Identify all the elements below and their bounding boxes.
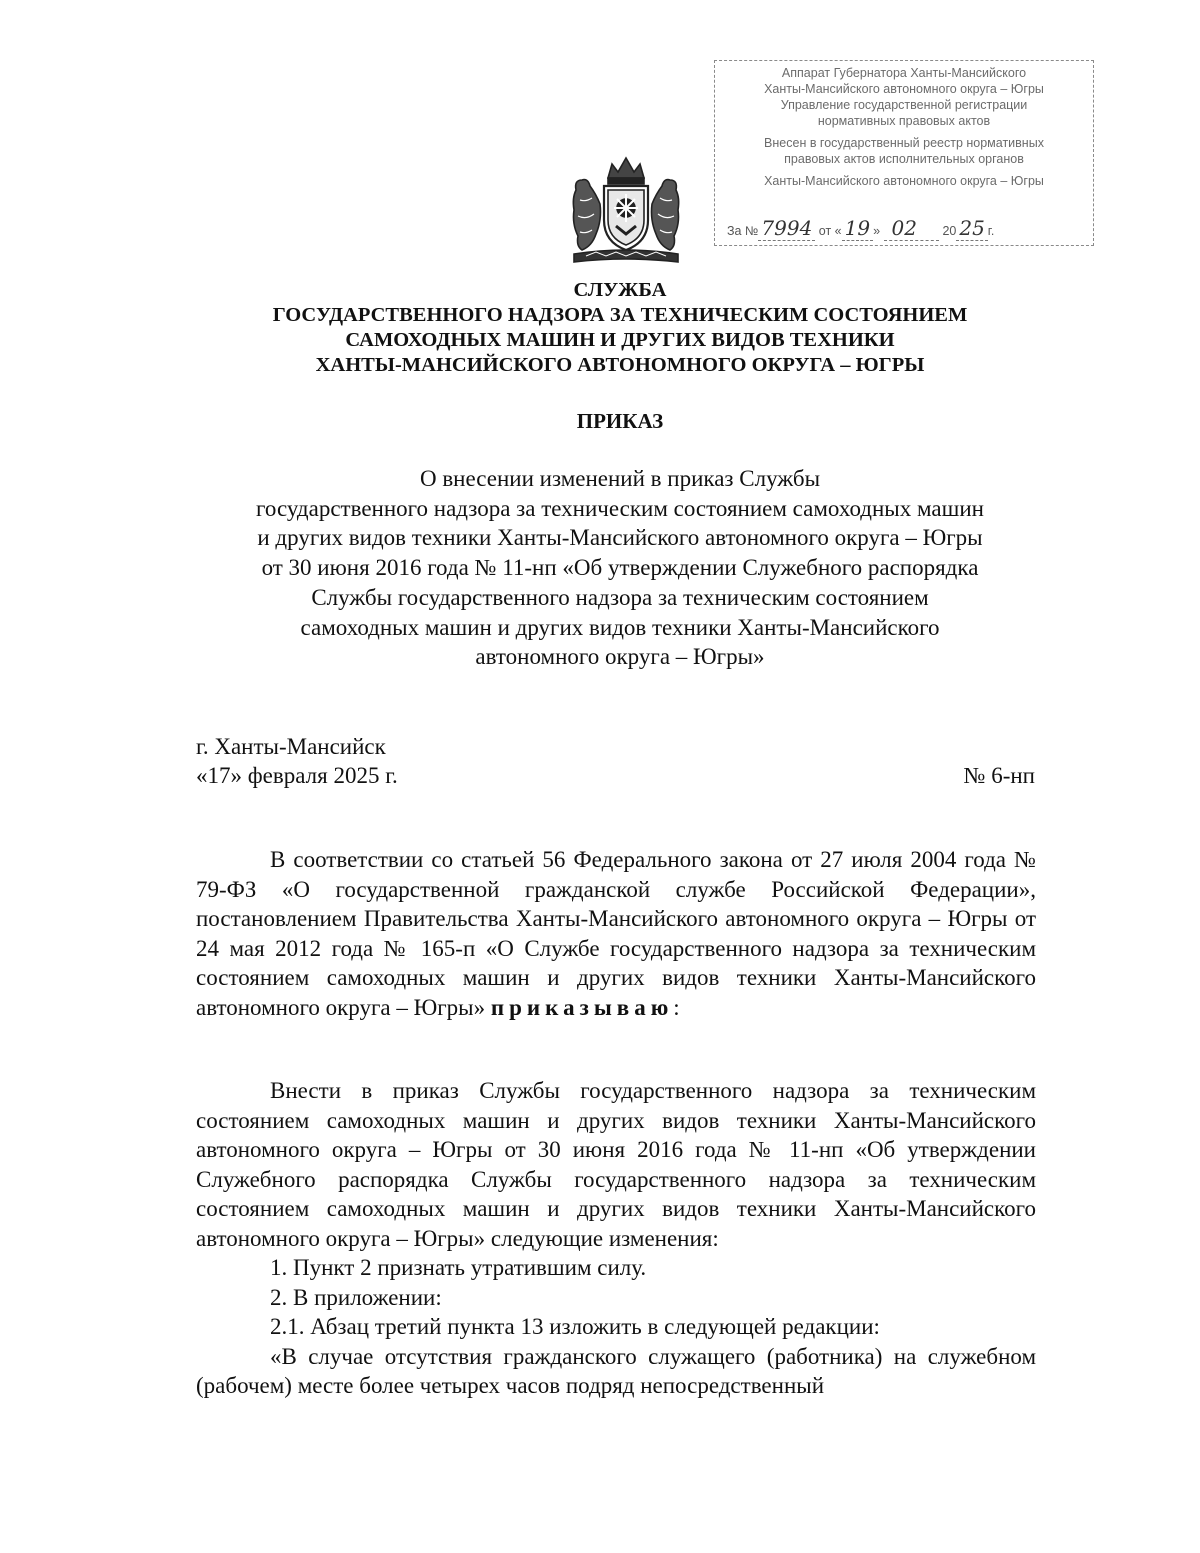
- subject-line: Службы государственного надзора за техническим состоянием: [311, 584, 929, 610]
- subject-line: от 30 июня 2016 года № 11-нп «Об утверждении Служебного распорядка: [261, 555, 979, 581]
- preamble-text: В соответствии со статьей 56 Федерального закона от 27 июля 2004 года № 79-ФЗ «О государственной гражданской службе Российской Федерации», постановлением Правительства Ханты-Мансийского автономного округа – Югры от 24 мая 2012 года № 165-п «О Службе государственного надзора за техническим состоянием самоходных машин и других видов техники Ханты-Мансийского автономного округа – Югры»: [196, 847, 1036, 1020]
- stamp-line: Аппарат Губернатора Ханты-Мансийского: [781, 66, 1027, 80]
- order-colon: :: [673, 994, 680, 1020]
- quote-paragraph: «В случае отсутствия гражданского служащего (работника) на служебном (рабочем) месте более четырех часов подряд непосредственный: [196, 1343, 1036, 1398]
- stamp-line: Внесен в государственный реестр нормативных: [764, 136, 1044, 150]
- registration-stamp: [714, 60, 1094, 246]
- stamp-reg-suffix: г.: [987, 224, 995, 238]
- agency-header-line: СЛУЖБА: [573, 279, 667, 301]
- document-subject: [150, 464, 1090, 672]
- stamp-line: Управление государственной регистрации: [780, 98, 1028, 112]
- item-1: 1. Пункт 2 признать утратившим силу.: [270, 1255, 647, 1280]
- preamble-paragraph: [196, 845, 1036, 1022]
- stamp-reg-day: 19: [842, 216, 873, 241]
- subject-line: государственного надзора за техническим состоянием самоходных машин: [256, 495, 984, 521]
- intro-paragraph: Внести в приказ Службы государственного надзора за техническим состоянием самоходных машин и других видов техники Ханты-Мансийского автономного округа – Югры от 30 июня 2016 года № 11-нп «Об утверждении Служебного распорядка Службы государственного надзора за техническим состоянием самоходных машин и других видов техники Ханты-Мансийского автономного округа – Югры» следующие изменения:: [196, 1078, 1036, 1251]
- subject-line: и других видов техники Ханты-Мансийского автономного округа – Югры: [257, 525, 983, 551]
- stamp-reg-number: 7994: [758, 216, 815, 241]
- subject-line: О внесении изменений в приказ Службы: [419, 466, 821, 491]
- agency-header-line: ГОСУДАРСТВЕННОГО НАДЗОРА ЗА ТЕХНИЧЕСКИМ СОСТОЯНИЕМ: [272, 304, 968, 326]
- stamp-registration-line: [727, 216, 1085, 240]
- coat-of-arms-icon: [566, 150, 686, 268]
- document-date: «17» февраля 2025 г.: [196, 763, 398, 788]
- document-place: г. Ханты-Мансийск: [196, 734, 386, 759]
- agency-header-line: ХАНТЫ-МАНСИЙСКОГО АВТОНОМНОГО ОКРУГА – ЮГРЫ: [315, 354, 925, 376]
- stamp-line: Ханты-Мансийского автономного округа – Югры: [764, 82, 1044, 96]
- document-number: № 6-нп: [963, 763, 1035, 788]
- stamp-reg-mid: »: [873, 224, 881, 238]
- order-word: приказываю: [490, 994, 674, 1020]
- stamp-reg-year: 25: [956, 216, 987, 241]
- stamp-reg-prefix: За №: [727, 224, 759, 238]
- document-type: ПРИКАЗ: [576, 409, 664, 433]
- subject-line: автономного округа – Югры»: [475, 644, 765, 670]
- item-2-1: 2.1. Абзац третий пункта 13 изложить в следующей редакции:: [270, 1314, 880, 1339]
- stamp-line: нормативных правовых актов: [817, 114, 991, 128]
- stamp-reg-from: от «: [818, 224, 842, 238]
- stamp-line: правовых актов исполнительных органов: [784, 152, 1024, 166]
- stamp-line: Ханты-Мансийского автономного округа – Югры: [764, 174, 1044, 188]
- stamp-reg-year-prefix: 20: [942, 224, 957, 238]
- agency-header-line: САМОХОДНЫХ МАШИН И ДРУГИХ ВИДОВ ТЕХНИКИ: [345, 329, 895, 351]
- stamp-reg-month: 02: [884, 216, 939, 241]
- item-2: 2. В приложении:: [270, 1284, 442, 1310]
- agency-header: [150, 278, 1090, 378]
- subject-line: самоходных машин и других видов техники Ханты-Мансийского: [300, 614, 940, 640]
- order-body: [196, 1076, 1036, 1401]
